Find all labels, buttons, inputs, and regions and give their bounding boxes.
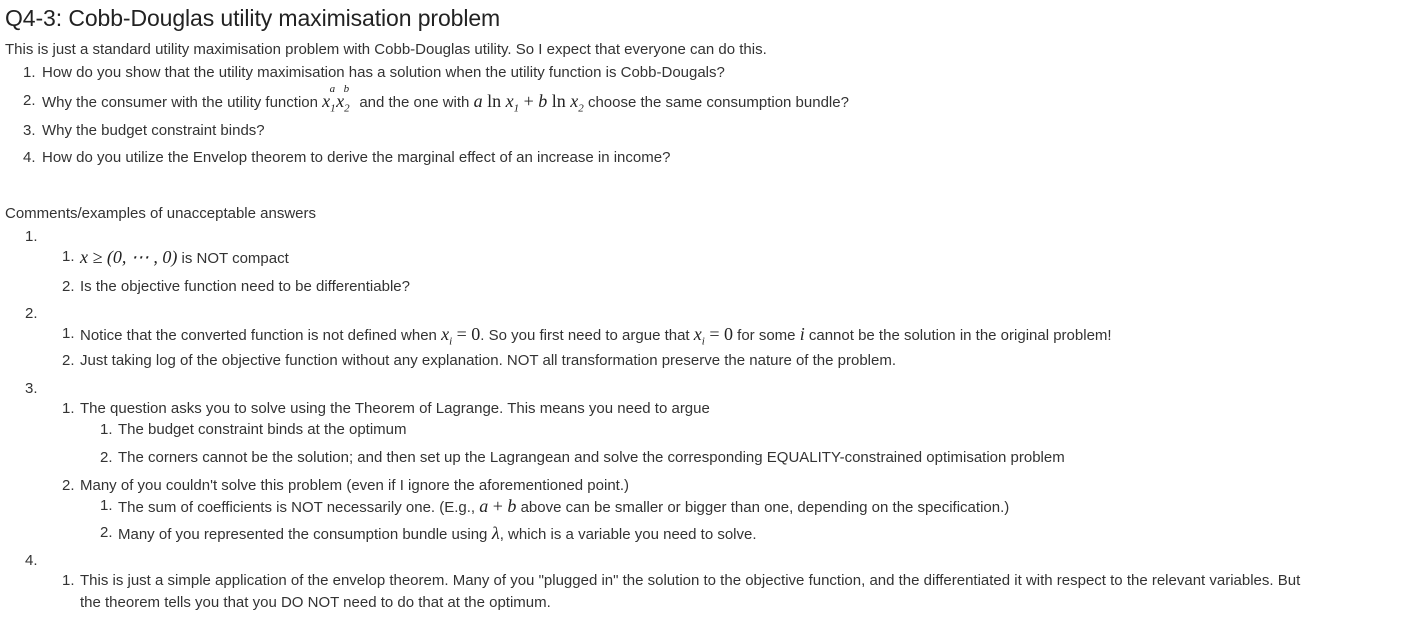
intro-paragraph: This is just a standard utility maximisation problem with Cobb-Douglas utility. So I expect that everyone can do this. [5, 41, 767, 58]
document-page: Q4-3: Cobb-Douglas utility maximisation problem This is just a standard utility maximisation problem with Cobb-Douglas utility. So I expect that everyone can do this. 1. How do you show that the utility maximisation has a solution when the utility function is Cobb-Dougals? 2. Why the consumer with the utility function $x_1^ax_2^b$ and the one with a $\ln x_1 + b$ $\ln x_2$ choose the same consumption bundle? 3. Why the budget constraint binds? 4. How do you utilize the Envelop theorem to derive the marginal effect of an increase in income? Comments/examples of unacceptable answers 1. 1. x ≥ (0, ⋯ , 0) is NOT compact 2. Is the objective function need to be differentiable? 2. 1. Notice that the converted function is not defined when $x_i = 0$. So you first need to argue that $x_i = 0$ for some i cannot be the solution in the original problem! 2. Just taking log of the objective function without any explanation. NOT all transformation preserve the nature of the problem. 3. 1. The question asks you to solve using the Theorem of Lagrange. This means you need to argue 1. The budget constraint binds at the optimum 2. The corners cannot be the solution; and then set up the Lagrangean and solve the corresponding EQUALITY-constrained optimisation problem 2. Many of you couldn't solve this problem (even if I ignore the aforementioned point.) 1. The sum of coefficients is NOT necessarily one. (E.g., a + b above can be smaller or bigger than one, depending on the specification.) 2. Many of you represented the consumption bundle using λ, which is a variable you need to solve. 4. 1. This is just a simple application of the envelop theorem. Many of you "plugged in" the solution to the objective function, and the differentiated it with respect to the relevant variables. But the theorem tells you that you DO NOT need to do that at the optimum. [5, 0, 1405, 31]
a-plus-b-formula: a + b [479, 496, 517, 516]
lambda-symbol: λ [487, 523, 500, 543]
cobb-douglas-formula: $x_1^ax_2^b$ [322, 83, 350, 115]
comments-heading: Comments/examples of unacceptable answers [5, 205, 316, 222]
xi-equals-zero-formula: $x_i = 0$ [441, 324, 481, 348]
index-i-symbol: i [799, 324, 805, 344]
nonnegative-orthant-formula: x ≥ (0, ⋯ , 0) [80, 247, 178, 267]
log-utility-formula: a $\ln x_1 + b$ $\ln x_2$ [473, 91, 584, 115]
page-title: Q4-3: Cobb-Douglas utility maximisation problem [5, 5, 501, 31]
xi-equals-zero-formula: $x_i = 0$ [693, 324, 733, 348]
